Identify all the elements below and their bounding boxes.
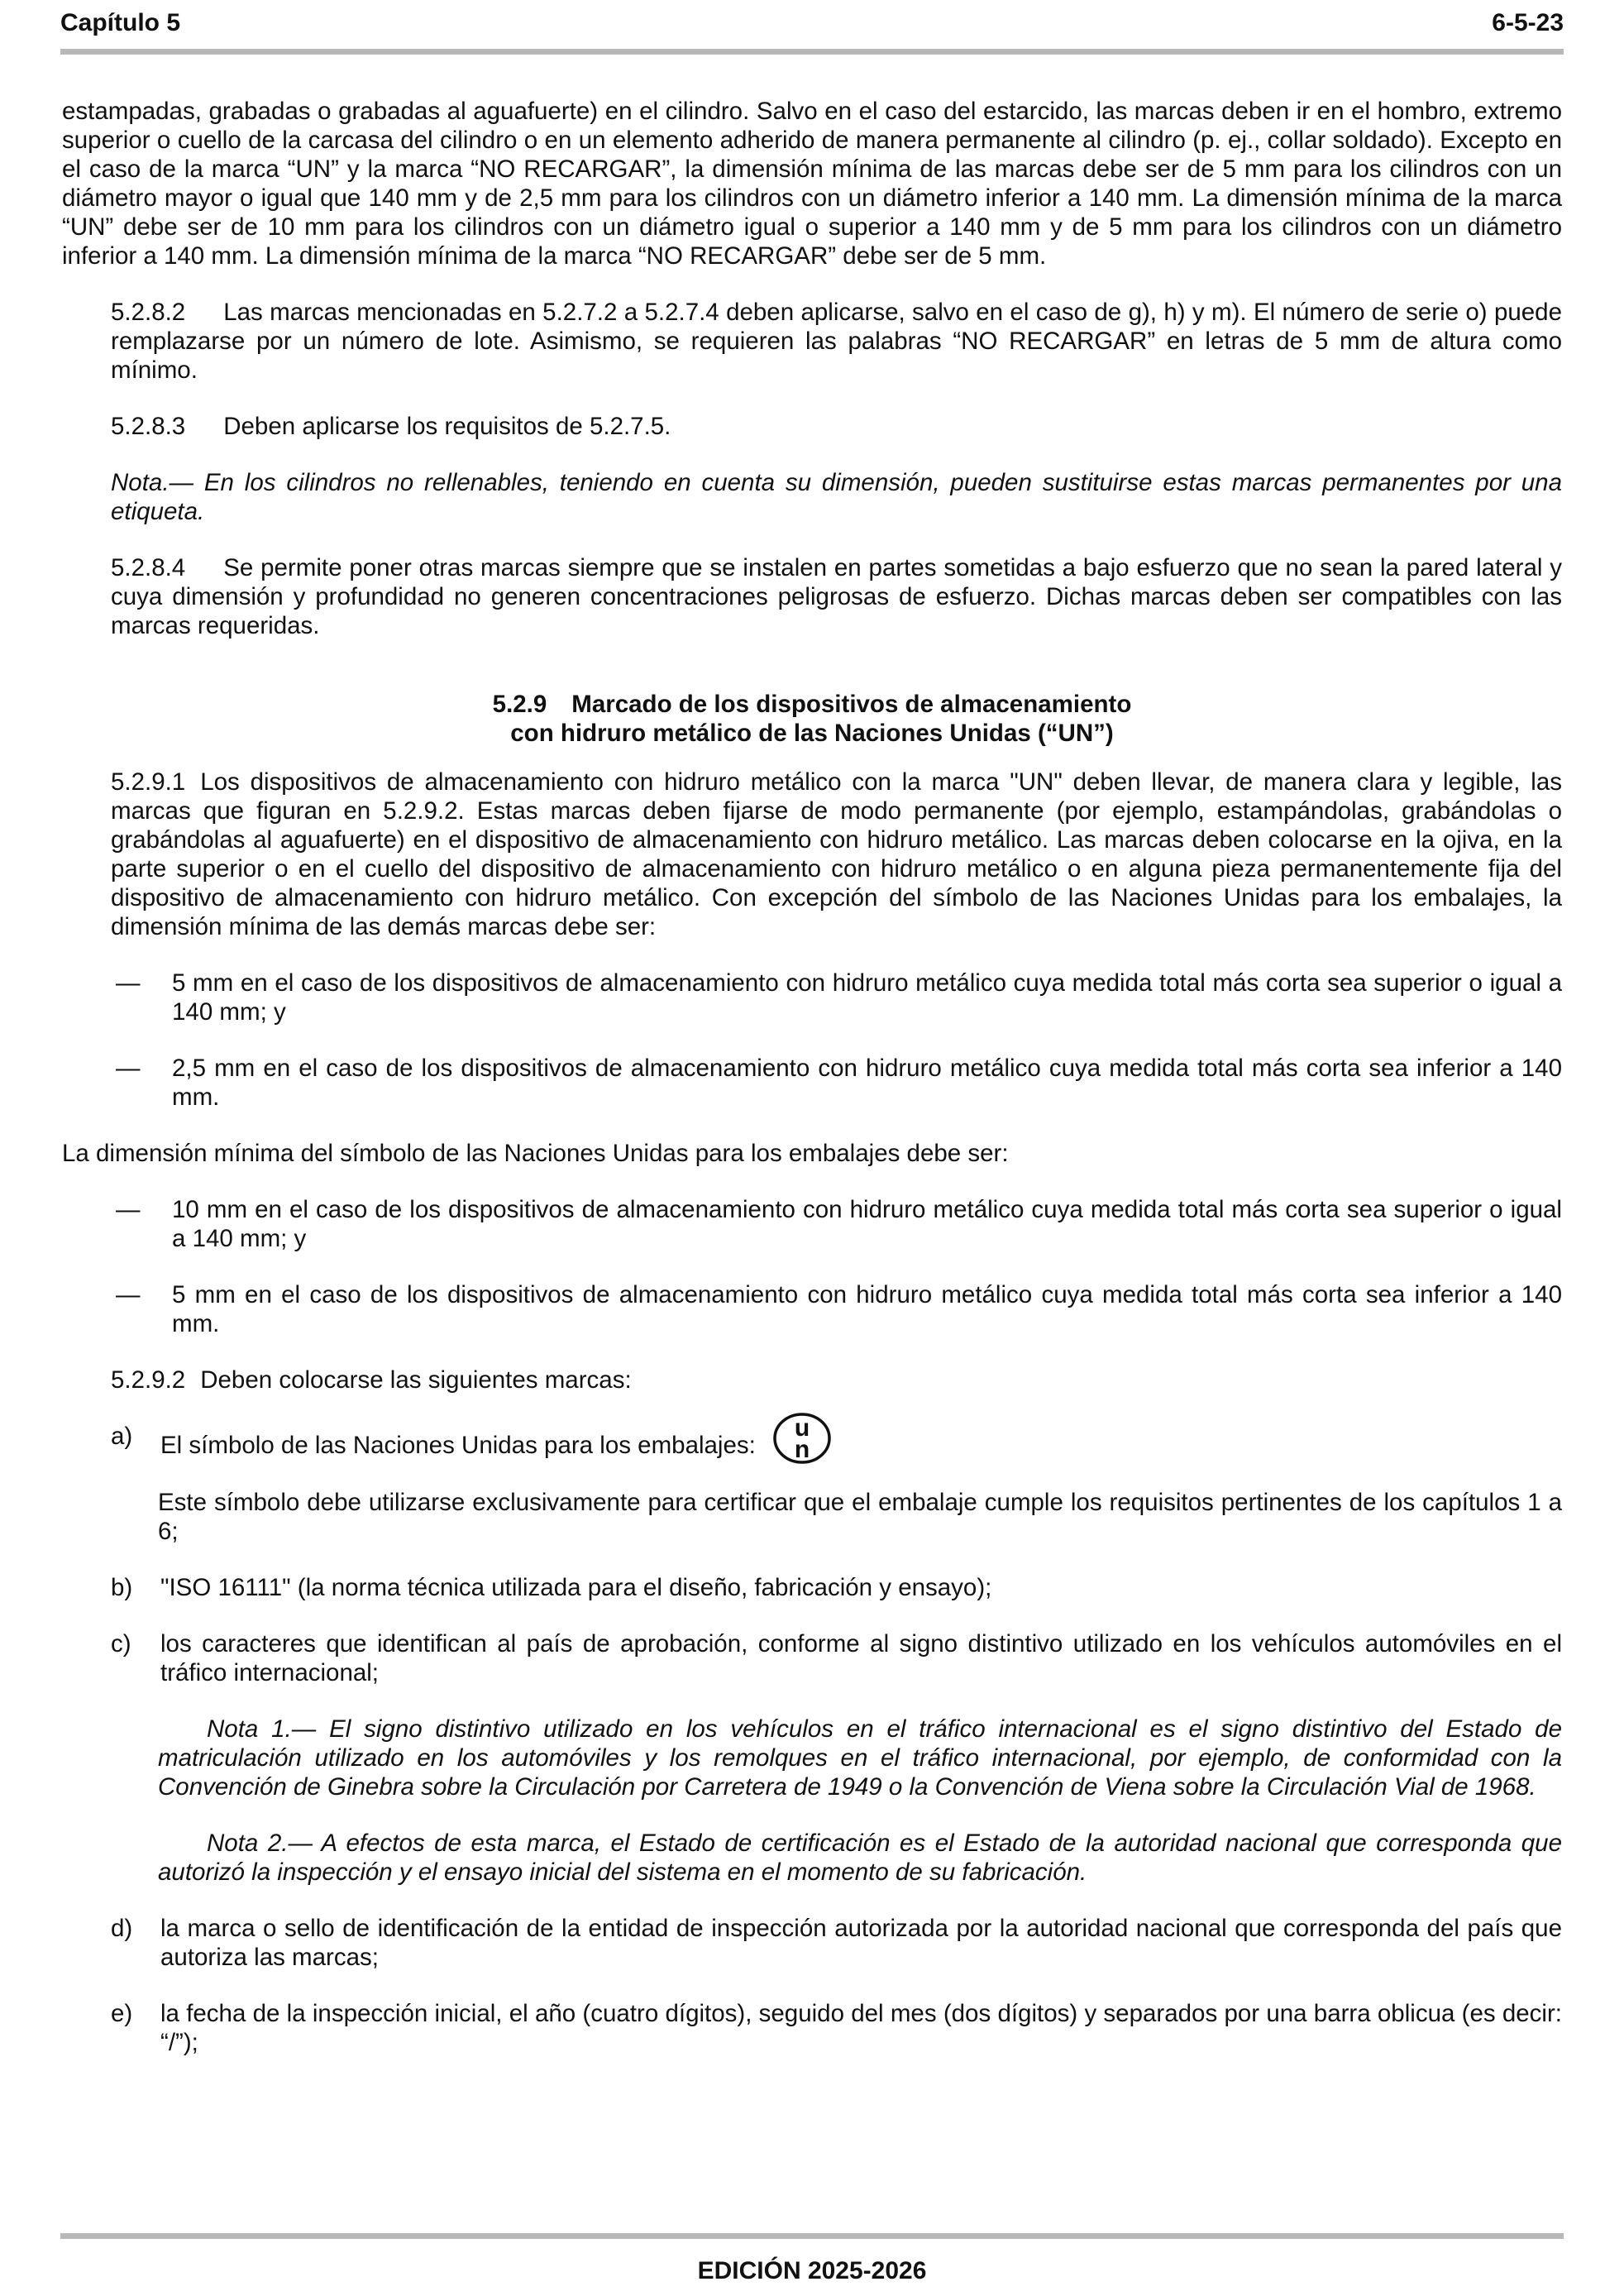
paragraph-5-2-8-2 bbox=[62, 298, 1562, 385]
symbol-dimension-intro: La dimensión mínima del símbolo de las Naciones Unidas para los embalajes debe ser: bbox=[62, 1140, 1009, 1167]
section-text: Los dispositivos de almacenamiento con hidruro metálico con la marca "UN" deben llevar, de manera clara y legible, las marcas que figuran en 5.2.9.2. Estas marcas deben fijarse de modo permanente (por ejemplo, estampándolas, grabándolas o grabándolas al aguafuerte) en el dispositivo de almacenamiento con hidruro metálico. Las marcas deben colocarse en la ojiva, en la parte superior o en el cuello del dispositivo de almacenamiento con hidruro metálico o en alguna pieza permanentemente fija del dispositivo de almacenamiento con hidruro metálico. Con excepción del símbolo de las Naciones Unidas para los embalajes, la dimensión mínima de las demás marcas debe ser: bbox=[111, 768, 1562, 940]
section-text: Las marcas mencionadas en 5.2.7.2 a 5.2.7.4 deben aplicarse, salvo en el caso de g), h) y m). El número de serie o) puede remplazarse por un número de lote. Asimismo, se requieren las palabras “NO RECARGAR” en letras de 5 mm de altura como mínimo. bbox=[111, 299, 1562, 384]
section-text: Deben aplicarse los requisitos de 5.2.7.5. bbox=[223, 413, 671, 440]
list-item-text: 10 mm en el caso de los dispositivos de almacenamiento con hidruro metálico cuya medida total más corta sea superior o igual a 140 mm; y bbox=[172, 1196, 1562, 1252]
dash-marker: — bbox=[116, 1055, 141, 1082]
section-text: Se permite poner otras marcas siempre que se instalen en partes sometidas a bajo esfuerzo que no sean la pared lateral y cuya dimensión y profundidad no generen concentraciones peligrosas de esfuerzo. Dichas marcas deben ser compatibles con las marcas requeridas. bbox=[111, 554, 1562, 639]
list-item-b bbox=[62, 1573, 1562, 1602]
dash-list-item bbox=[62, 969, 1562, 1026]
list-label: d) bbox=[111, 1915, 133, 1942]
page-body bbox=[62, 97, 1562, 2084]
header-rule bbox=[60, 49, 1564, 55]
list-item-text bbox=[160, 1414, 1562, 1471]
dash-list-item bbox=[62, 1195, 1562, 1253]
list-item-text-a: El símbolo de las Naciones Unidas para los embalajes: bbox=[160, 1431, 756, 1459]
list-item-a-subtext: Este símbolo debe utilizarse exclusivamente para certificar que el embalaje cumple los requisitos pertinentes de los capítulos 1 a 6; bbox=[158, 1489, 1562, 1545]
note-1: Nota 1.— El signo distintivo utilizado en los vehículos en el tráfico internacional es el signo distintivo del Estado de matriculación utilizado en los automóviles y los remolques en el tráfico internacional, por ejemplo, de conformidad con la Convención de Ginebra sobre la Circulación por Carretera de 1949 o la Convención de Viena sobre la Circulación Vial de 1968. bbox=[158, 1715, 1562, 1801]
list-item-text: la marca o sello de identificación de la entidad de inspección autorizada por la autoridad nacional que corresponda del país que autoriza las marcas; bbox=[160, 1915, 1562, 1971]
edition-footer: EDICIÓN 2025-2026 bbox=[697, 2257, 927, 2284]
list-label: c) bbox=[111, 1630, 131, 1657]
section-number: 5.2.8.2 bbox=[111, 299, 186, 326]
list-label: a) bbox=[111, 1423, 133, 1450]
list-item-d bbox=[62, 1914, 1562, 1972]
heading-number: 5.2.9 bbox=[492, 691, 547, 718]
list-item-text: 5 mm en el caso de los dispositivos de almacenamiento con hidruro metálico cuya medida total más corta sea inferior a 140 mm. bbox=[172, 1281, 1562, 1337]
paragraph-5-2-9-2 bbox=[62, 1366, 1562, 1394]
un-symbol-top-letter: u bbox=[794, 1414, 810, 1442]
paragraph-5-2-8-3 bbox=[62, 412, 1562, 441]
note-paragraph: Nota.— En los cilindros no rellenables, teniendo en cuenta su dimensión, pueden sustituirse estas marcas permanentes por una etiqueta. bbox=[111, 469, 1562, 525]
dash-marker: — bbox=[116, 1196, 141, 1223]
list-label: b) bbox=[111, 1574, 133, 1601]
note-2: Nota 2.— A efectos de esta marca, el Estado de certificación es el Estado de la autoridad nacional que corresponda que autorizó la inspección y el ensayo inicial del sistema en el momento de su fabricación. bbox=[158, 1830, 1562, 1886]
section-number: 5.2.8.4 bbox=[111, 554, 186, 581]
heading-line-2: con hidruro metálico de las Naciones Unidas (“UN”) bbox=[510, 720, 1114, 747]
list-item-e bbox=[62, 1999, 1562, 2057]
section-text: Deben colocarse las siguientes marcas: bbox=[200, 1366, 632, 1394]
un-packaging-symbol-icon bbox=[772, 1412, 832, 1471]
list-item-text: 2,5 mm en el caso de los dispositivos de almacenamiento con hidruro metálico cuya medida total más corta sea inferior a 140 mm. bbox=[172, 1055, 1562, 1111]
list-item-c bbox=[62, 1629, 1562, 1687]
list-item-text: 5 mm en el caso de los dispositivos de almacenamiento con hidruro metálico cuya medida total más corta sea superior o igual a 140 mm; y bbox=[172, 969, 1562, 1026]
list-item-text: los caracteres que identifican al país de aprobación, conforme al signo distintivo utilizado en los vehículos automóviles en el tráfico internacional; bbox=[160, 1630, 1562, 1686]
list-item-a bbox=[62, 1414, 1562, 1471]
dash-list-item bbox=[62, 1280, 1562, 1338]
list-label: e) bbox=[111, 2000, 133, 2027]
heading-line-1: Marcado de los dispositivos de almacenamiento bbox=[571, 691, 1132, 718]
section-number: 5.2.8.3 bbox=[111, 413, 186, 440]
paragraph-5-2-9-1 bbox=[62, 768, 1562, 941]
list-item-text: la fecha de la inspección inicial, el año (cuatro dígitos), seguido del mes (dos dígitos) y separados por una barra oblicua (es decir: “/”); bbox=[160, 2000, 1562, 2056]
paragraph-continuation: estampadas, grabadas o grabadas al aguafuerte) en el cilindro. Salvo en el caso del estarcido, las marcas deben ir en el hombro, extremo superior o cuello de la carcasa del cilindro o en un elemento adherido de manera permanente al cilindro (p. ej., collar soldado). Excepto en el caso de la marca “UN” y la marca “NO RECARGAR”, la dimensión mínima de las marcas debe ser de 5 mm para los cilindros con un diámetro mayor o igual que 140 mm y de 2,5 mm para los cilindros con un diámetro inferior a 140 mm. La dimensión mínima de la marca “UN” debe ser de 10 mm para los cilindros con un diámetro igual o superior a 140 mm y de 5 mm para los cilindros con un diámetro inferior a 140 mm. La dimensión mínima de la marca “NO RECARGAR” debe ser de 5 mm. bbox=[62, 98, 1562, 270]
dash-list-item bbox=[62, 1054, 1562, 1112]
paragraph-5-2-8-4 bbox=[62, 553, 1562, 640]
section-heading-5-2-9 bbox=[62, 690, 1562, 748]
section-number: 5.2.9.1 bbox=[111, 768, 186, 796]
section-number: 5.2.9.2 bbox=[111, 1366, 186, 1394]
footer-rule bbox=[60, 2233, 1564, 2239]
chapter-label: Capítulo 5 bbox=[60, 9, 181, 36]
page-number: 6-5-23 bbox=[1492, 9, 1564, 36]
list-item-text: "ISO 16111" (la norma técnica utilizada para el diseño, fabricación y ensayo); bbox=[160, 1574, 992, 1601]
dash-marker: — bbox=[116, 1281, 141, 1308]
page-header bbox=[60, 8, 1564, 41]
un-symbol-bottom-letter: n bbox=[794, 1436, 810, 1463]
dash-marker: — bbox=[116, 969, 141, 997]
